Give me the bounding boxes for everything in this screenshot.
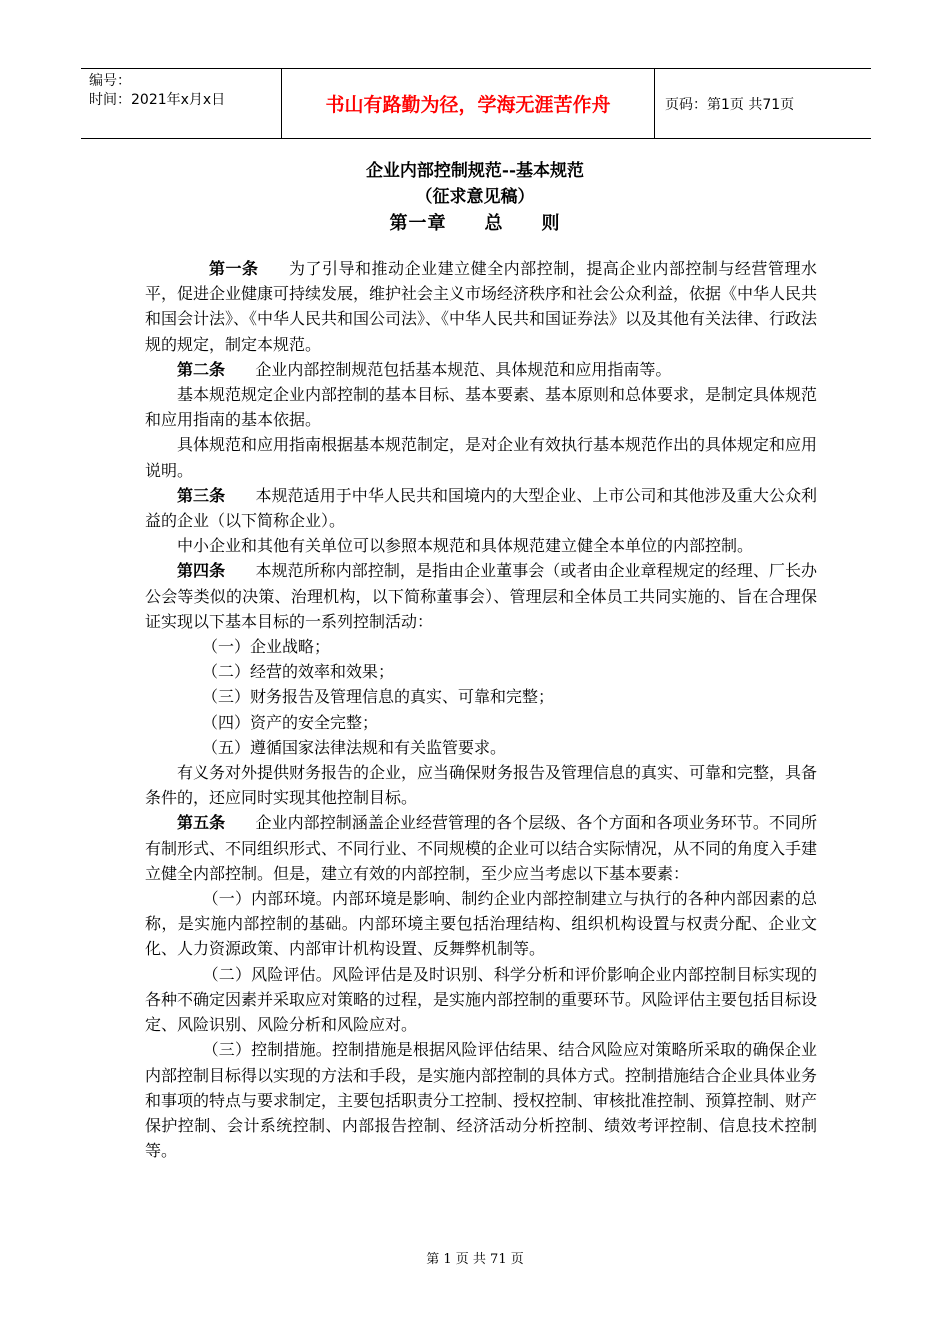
header-page-info: 页码：第1页 共71页 — [665, 96, 795, 113]
header-motto: 书山有路勤为径，学海无涯苦作舟 — [281, 69, 655, 138]
article-2 — [145, 357, 817, 382]
document-subtitle: （征求意见稿） — [415, 187, 535, 207]
list-item: （二）经营的效率和效果； — [202, 662, 395, 682]
sub-item: （二）风险评估。风险评估是及时识别、科学分析和评价影响企业内部控制目标实现的各种不确定因素并采取应对策略的过程，是实施内部控制的重要环节。风险评估主要包括目标设定、风险识别、风险分析和风险应对。 — [145, 964, 818, 1035]
chapter-title: 第一章 总 则 — [389, 213, 561, 234]
list-item: （三）财务报告及管理信息的真实、可靠和完整； — [202, 687, 555, 707]
article-heading: 第一条 — [209, 259, 259, 278]
article-1 — [145, 256, 817, 357]
page-header — [81, 68, 871, 139]
sub-item: （一）内部环境。内部环境是影响、制约企业内部控制建立与执行的各种内部因素的总称，是实施内部控制的基础。内部环境主要包括治理结构、组织机构设置与权责分配、企业文化、人力资源政策、内部审计机构设置、反舞弊机制等。 — [145, 889, 817, 959]
sub-item: （三）控制措施。控制措施是根据风险评估结果、结合风险应对策略所采取的确保企业内部控制目标得以实现的方法和手段，是实施内部控制的具体方式。控制措施结合企业具体业务和事项的特点与要求制定，主要包括职责分工控制、授权控制、审核批准控制、预算控制、财产保护控制、会计系统控制、内部报告控制、经济活动分析控制、绩效考评控制、信息技术控制等。 — [145, 1040, 818, 1161]
list-item: （一）企业战略； — [202, 637, 331, 657]
paragraph: 基本规范规定企业内部控制的基本目标、基本要素、基本原则和总体要求，是制定具体规范和应用指南的基本依据。 — [145, 385, 818, 430]
article-4 — [145, 558, 817, 634]
article-text: 企业内部控制涵盖企业经营管理的各个层级、各个方面和各项业务环节。不同所有制形式、不同组织形式、不同行业、不同规模的企业可以结合实际情况，从不同的角度入手建立健全内部控制。但是，建立有效的内部控制，至少应当考虑以下基本要素： — [145, 813, 818, 883]
article-heading: 第四条 — [177, 561, 226, 581]
document-number-label: 编号： — [89, 73, 131, 89]
header-meta — [81, 69, 281, 138]
list-item: （五）遵循国家法律法规和有关监管要求。 — [202, 737, 507, 757]
document-date: 时间：2021年x月x日 — [89, 92, 226, 108]
paragraph: 中小企业和其他有关单位可以参照本规范和具体规范建立健全本单位的内部控制。 — [177, 536, 754, 556]
article-heading: 第五条 — [177, 813, 226, 833]
article-text: 为了引导和推动企业建立健全内部控制，提高企业内部控制与经营管理水平，促进企业健康可持续发展，维护社会主义市场经济秩序和社会公众利益，依据《中华人民共和国会计法》、《中华人民共和国公司法》、《中华人民共和国证券法》以及其他有关法律、行政法规的规定，制定本规范。 — [145, 259, 818, 354]
document-title: 企业内部控制规范--基本规范 — [365, 161, 585, 181]
document-title-block — [0, 158, 950, 238]
document-body — [145, 256, 817, 1163]
article-text: 本规范所称内部控制，是指由企业董事会（或者由企业章程规定的经理、厂长办公会等类似的决策、治理机构，以下简称董事会）、管理层和全体员工共同实施的、旨在合理保证实现以下基本目标的一系列控制活动： — [145, 561, 817, 631]
list-item: （四）资产的安全完整； — [202, 712, 379, 732]
page-footer: 第 1 页 共 71 页 — [426, 1252, 524, 1267]
paragraph: 具体规范和应用指南根据基本规范制定，是对企业有效执行基本规范作出的具体规定和应用说明。 — [145, 435, 818, 480]
article-heading: 第三条 — [177, 485, 226, 505]
article-5 — [145, 810, 817, 886]
paragraph: 有义务对外提供财务报告的企业，应当确保财务报告及管理信息的真实、可靠和完整，具备条件的，还应同时实现其他控制目标。 — [145, 763, 818, 808]
article-heading: 第二条 — [177, 359, 226, 379]
article-text: 本规范适用于中华人民共和国境内的大型企业、上市公司和其他涉及重大公众利益的企业（以下简称企业）。 — [145, 485, 817, 531]
article-text: 企业内部控制规范包括基本规范、具体规范和应用指南等。 — [255, 359, 672, 379]
article-3 — [145, 483, 817, 533]
